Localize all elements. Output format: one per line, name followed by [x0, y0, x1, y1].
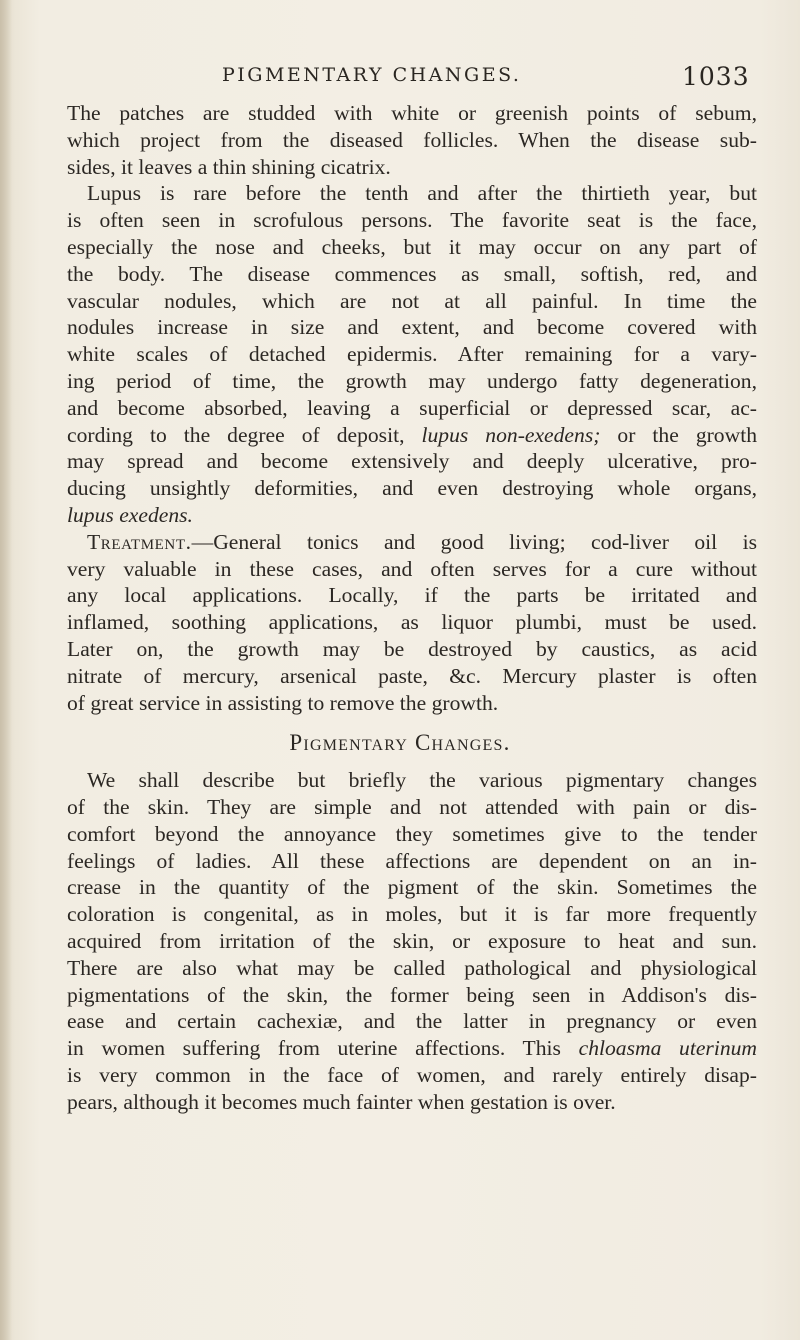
page-gutter-shadow [0, 0, 12, 1340]
text-line: especially the nose and cheeks, but it may occur on any part of [67, 234, 757, 259]
body-text [67, 100, 757, 1115]
text-line: pigmentations of the skin, the former being seen in Addison's dis- [67, 982, 757, 1007]
text-line: The patches are studded with white or greenish points of sebum, [67, 101, 757, 125]
text-line: sides, it leaves a thin shining cicatrix. [67, 154, 391, 179]
text-line: of great service in assisting to remove the growth. [67, 690, 499, 715]
text-run: or the growth [600, 422, 757, 447]
italic-term: chloasma uterinum [578, 1036, 758, 1061]
text-line [67, 1035, 757, 1062]
text-line [67, 422, 757, 449]
text-run: cording to the degree of deposit, [67, 422, 422, 447]
page-number: 1033 [682, 62, 750, 91]
text-line: coloration is congenital, as in moles, but it is far more frequently [67, 902, 757, 927]
text-line: and become absorbed, leaving a superficial or depressed scar, ac- [67, 395, 757, 420]
text-line: pears, although it becomes much fainter when gestation is over. [67, 1089, 616, 1114]
text-line: any local applications. Locally, if the parts be irritated and [67, 583, 757, 608]
text-line: acquired from irritation of the skin, or exposure to heat and sun. [67, 928, 757, 953]
text-line: ducing unsightly deformities, and even destroying whole organs, [67, 476, 757, 501]
text-line: comfort beyond the annoyance they sometimes give to the tender [67, 821, 757, 846]
text-line: crease in the quantity of the pigment of the skin. Sometimes the [67, 875, 757, 900]
text-line: Lupus is rare before the tenth and after the thirtieth year, but [87, 181, 757, 206]
text-line: vascular nodules, which are not at all painful. In time the [67, 288, 757, 313]
text-line: ease and certain cachexiæ, and the latter in pregnancy or even [67, 1009, 757, 1034]
text-line: is often seen in scrofulous persons. The favorite seat is the face, [67, 208, 757, 233]
text-line [67, 502, 757, 529]
text-run: in women suffering from uterine affections. This [67, 1036, 579, 1061]
text-line: white scales of detached epidermis. After remaining for a vary- [67, 342, 757, 367]
text-line: We shall describe but briefly the various pigmentary changes [87, 768, 757, 793]
text-line: which project from the diseased follicles. When the disease sub- [67, 127, 757, 152]
text-line: There are also what may be called pathological and physiological [67, 955, 757, 980]
text-run: —General tonics and good living; cod-liver oil is [191, 529, 757, 554]
italic-term: lupus non-exedens; [421, 422, 601, 447]
italic-term: lupus exedens. [67, 502, 193, 527]
run-in-heading: Treatment. [87, 529, 192, 554]
text-line: nitrate of mercury, arsenical paste, &c. Mercury plaster is often [67, 663, 757, 688]
text-line: ing period of time, the growth may undergo fatty degeneration, [67, 368, 757, 393]
running-title: PIGMENTARY CHANGES. [222, 64, 522, 86]
text-line: of the skin. They are simple and not attended with pain or dis- [67, 794, 757, 819]
text-line: may spread and become extensively and deeply ulcerative, pro- [67, 449, 757, 474]
section-heading: Pigmentary Changes. [289, 730, 511, 756]
text-line: the body. The disease commences as small, softish, red, and [67, 261, 757, 286]
text-line [67, 529, 757, 556]
text-line: inflamed, soothing applications, as liquor plumbi, must be used. [67, 610, 757, 635]
text-line: is very common in the face of women, and rarely entirely disap- [67, 1062, 757, 1087]
text-line: feelings of ladies. All these affections are dependent on an in- [67, 848, 757, 873]
text-line: Later on, the growth may be destroyed by caustics, as acid [67, 636, 757, 661]
running-head [0, 62, 800, 92]
text-line: very valuable in these cases, and often serves for a cure without [67, 556, 757, 581]
text-line: nodules increase in size and extent, and become covered with [67, 315, 757, 340]
